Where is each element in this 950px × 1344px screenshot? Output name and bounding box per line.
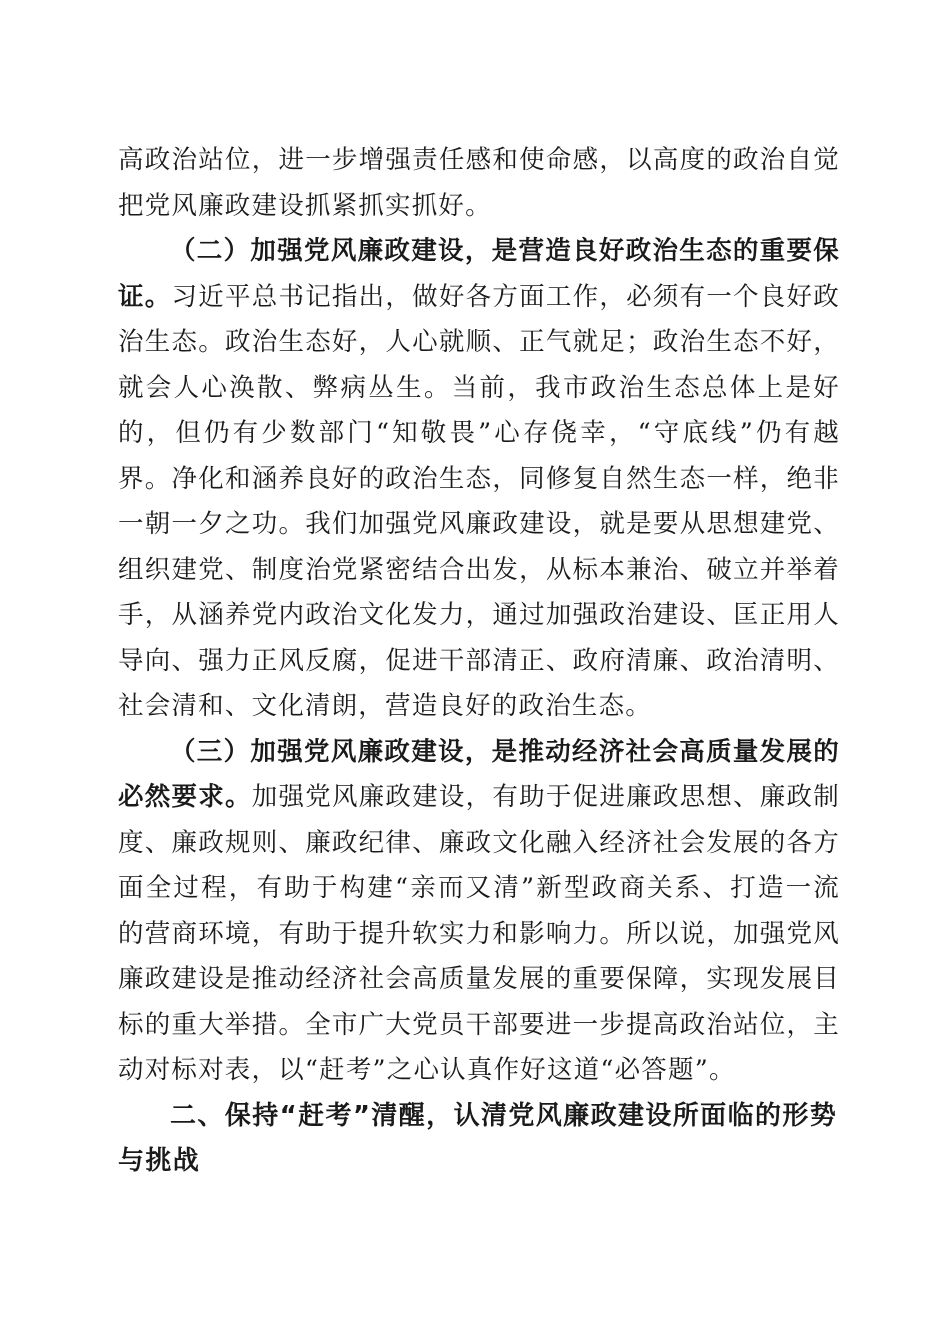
section-2-lead: （二）加强党风廉政建设，是营造良好政治生态的重要保证。 [118,236,840,312]
section-heading-2: 二、保持“赶考”清醒，认清党风廉政建设所面临的形势与挑战 [118,1100,838,1176]
paragraph-continuation [118,138,840,229]
document-page [118,138,840,1185]
section-3-lead: （三）加强党风廉政建设，是推动经济社会高质量发展的必然要求。 [118,736,840,812]
section-3-body: 加强党风廉政建设，有助于促进廉政思想、廉政制度、廉政规则、廉政纪律、廉政文化融入经济社会发展的各方面全过程，有助于构建“亲而又清”新型政商关系、打造一流的营商环境，有助于提升软实力和影响力。所以说，加强党风廉政建设是推动经济社会高质量发展的重要保障，实现发展目标的重大举措。全市广大党员干部要进一步提高政治站位，主动对标对表，以“赶考”之心认真作好这道“必答题”。 [118,782,840,1085]
section-2-body: 习近平总书记指出，做好各方面工作，必须有一个良好政治生态。政治生态好，人心就顺、正气就足；政治生态不好，就会人心涣散、弊病丛生。当前，我市政治生态总体上是好的，但仍有少数部门“知敬畏”心存侥幸，“守底线”仍有越界。净化和涵养良好的政治生态，同修复自然生态一样，绝非一朝一夕之功。我们加强党风廉政建设，就是要从思想建党、组织建党、制度治党紧密结合出发，从标本兼治、破立并举着手，从涵养党内政治文化发力，通过加强政治建设、匡正用人导向、强力正风反腐，促进干部清正、政府清廉、政治清明、社会清和、文化清朗，营造良好的政治生态。 [118,281,840,721]
paragraph-text: 高政治站位，进一步增强责任感和使命感，以高度的政治自觉把党风廉政建设抓紧抓实抓好。 [118,145,840,221]
paragraph-section-3 [118,730,840,1094]
paragraph-section-2 [118,229,840,730]
